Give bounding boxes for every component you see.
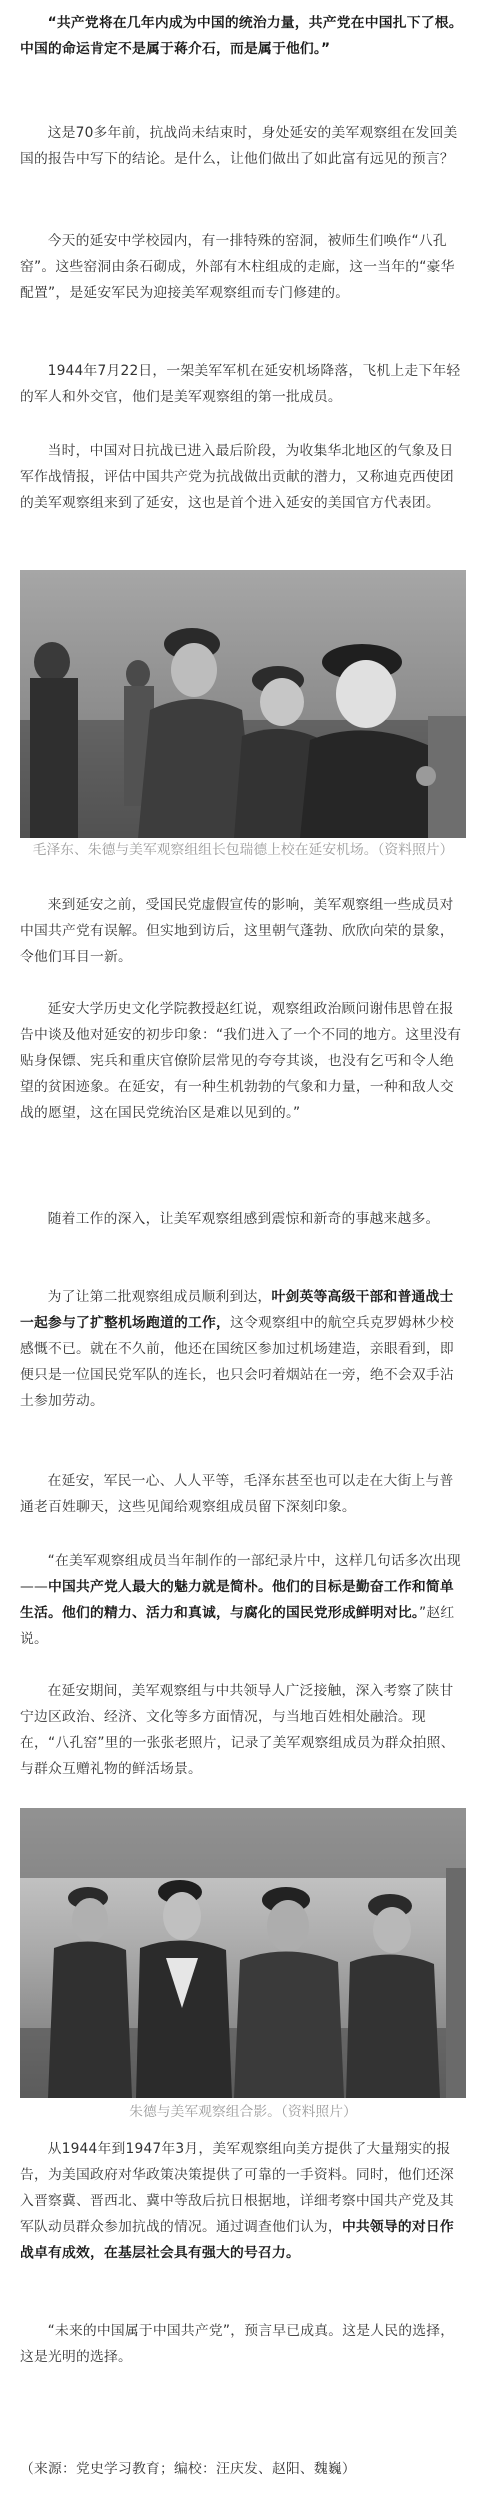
text-run: 随着工作的深入，让美军观察组感到震惊和新奇的事越来越多。	[47, 1211, 440, 1227]
photo-mao-zhu-barrett	[20, 570, 466, 838]
bold-text: “共产党将在几年内成为中国的统治力量，共产党在中国扎下了根。中国的命运肯定不是属于蒋介石，而是属于他们。”	[20, 15, 463, 57]
paragraph	[20, 438, 466, 516]
text-run: 从1944年到1947年3月，美军观察组向美方提供了大量翔实的报告，为美国政府对华政策决策提供了可靠的一手资料。同时，他们还深入晋察冀、晋西北、冀中等敌后抗日根据地，详细考察中国共产党及其军队动员群众参加抗战的情况。通过调查他们认为，	[20, 2141, 454, 2235]
paragraph	[20, 1678, 466, 1782]
lead-quote	[20, 10, 466, 62]
paragraph	[20, 120, 466, 172]
text-run: 来到延安之前，受国民党虚假宣传的影响，美军观察组一些成员对中国共产党有误解。但实地到访后，这里朝气蓬勃、欣欣向荣的景象，令他们耳目一新。	[20, 897, 454, 965]
text-run: 延安大学历史文化学院教授赵红说，观察组政治顾问谢伟思曾在报告中谈及他对延安的初步印象：“我们进入了一个不同的地方。这里没有贴身保镖、宪兵和重庆官僚阶层常见的夸夸其谈，也没有乞丐和令人绝望的贫困迹象。在延安，有一种生机勃勃的气象和力量，一种和敌人交战的愿望，这在国民党统治区是难以见到的。”	[20, 1001, 462, 1121]
text-run: 这是70多年前，抗战尚未结束时，身处延安的美军观察组在发回美国的报告中写下的结论。是什么，让他们做出了如此富有远见的预言？	[20, 125, 458, 167]
text-run: ”赵红说。	[20, 1605, 455, 1647]
paragraph	[20, 228, 466, 306]
photo-caption: 朱德与美军观察组合影。（资料照片）	[129, 2104, 357, 2120]
paragraph	[20, 1206, 466, 1232]
bold-text: 中共领导的对日作战卓有成效，在基层社会具有强大的号召力。	[20, 2219, 454, 2261]
photo-zhu-de-group	[20, 1808, 466, 2098]
text-run: 当时，中国对日抗战已进入最后阶段，为收集华北地区的气象及日军作战情报，评估中国共产党为抗战做出贡献的潜力，又称迪克西使团的美军观察组来到了延安，这也是首个进入延安的美国官方代表团。	[20, 443, 454, 511]
paragraph	[20, 1468, 466, 1520]
paragraph	[20, 1284, 466, 1414]
paragraph	[20, 2318, 466, 2370]
text-run: “在美军观察组成员当年制作的一部纪录片中，这样几句话多次出现——	[20, 1553, 461, 1595]
text-run: “未来的中国属于中国共产党”，预言早已成真。这是人民的选择，这是光明的选择。	[20, 2323, 455, 2365]
text-run: 在延安，军民一心、人人平等，毛泽东甚至也可以走在大街上与普通老百姓聊天，这些见闻给观察组成员留下深刻印象。	[20, 1473, 454, 1515]
text-run: 这令观察组中的航空兵克罗姆林少校感慨不已。就在不久前，他还在国统区参加过机场建造，亲眼看到，即便只是一位国民党军队的连长，也只会叼着烟站在一旁，绝不会双手沾土参加劳动。	[20, 1315, 454, 1409]
paragraph	[20, 358, 466, 410]
paragraph	[20, 892, 466, 970]
paragraph	[20, 2136, 466, 2266]
paragraph	[20, 996, 466, 1126]
bold-text: 叶剑英等高级干部和普通战士一起参与了扩整机场跑道的工作，	[20, 1289, 454, 1331]
bold-text: 中国共产党人最大的魅力就是简朴。他们的目标是勤奋工作和简单生活。他们的精力、活力和真诚，与腐化的国民党形成鲜明对比。	[20, 1579, 454, 1621]
photo-image	[20, 1808, 466, 2098]
photo-caption: 毛泽东、朱德与美军观察组组长包瑞德上校在延安机场。（资料照片）	[32, 842, 454, 858]
text-run: 在延安期间，美军观察组与中共领导人广泛接触，深入考察了陕甘宁边区政治、经济、文化等多方面情况，与当地百姓相处融洽。现在，“八孔窑”里的一张张老照片，记录了美军观察组成员为群众拍照、与群众互赠礼物的鲜活场景。	[20, 1683, 455, 1777]
credits: （来源：党史学习教育；编校：汪庆发、赵阳、魏巍）	[20, 2461, 356, 2477]
text-run: 为了让第二批观察组成员顺利到达，	[47, 1289, 272, 1305]
text-run: 今天的延安中学校园内，有一排特殊的窑洞，被师生们唤作“八孔窑”。这些窑洞由条石砌成，外部有木柱组成的走廊，这一当年的“豪华配置”，是延安军民为迎接美军观察组而专门修建的。	[20, 233, 455, 301]
paragraph	[20, 1548, 466, 1652]
text-run: 1944年7月22日，一架美军军机在延安机场降落，飞机上走下年轻的军人和外交官，他们是美军观察组的第一批成员。	[20, 363, 461, 405]
photo-image	[20, 570, 466, 838]
